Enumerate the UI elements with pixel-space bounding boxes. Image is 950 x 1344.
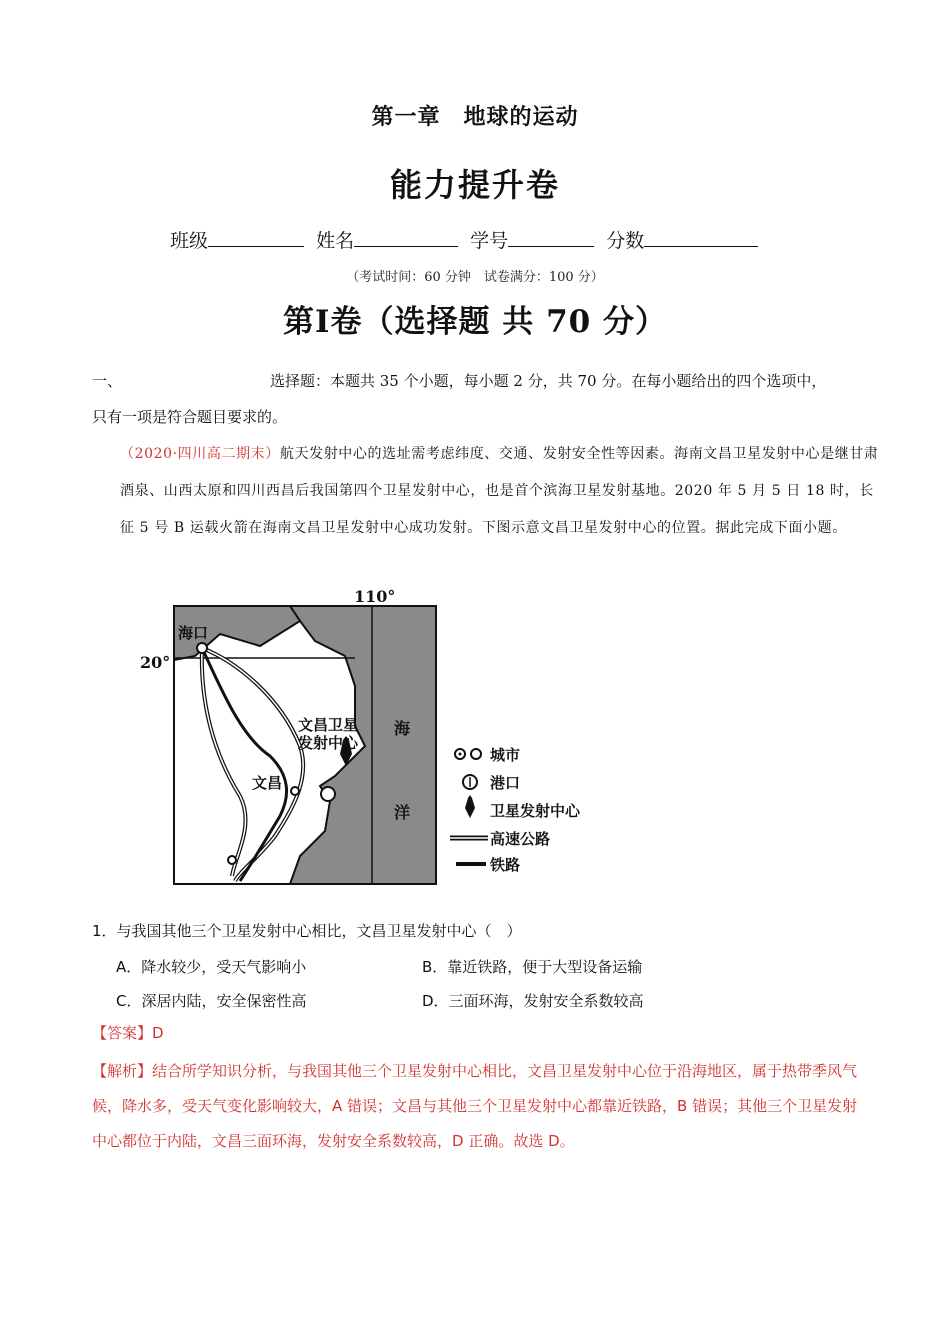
haikou-label: 海口 <box>178 624 209 642</box>
launch-center-icon <box>465 795 475 818</box>
haikou-city-marker <box>197 643 207 653</box>
class-blank[interactable] <box>208 228 304 247</box>
score-blank[interactable] <box>644 228 758 247</box>
section-instruction-line2: 只有一项是符合题目要求的。 <box>92 408 288 426</box>
center-label-2: 发射中心 <box>298 734 359 752</box>
name-label: 姓名 <box>316 230 355 252</box>
legend-railway-label: 铁路 <box>490 856 521 874</box>
option-a[interactable]: A．降水较少，受天气影响小 <box>116 958 307 976</box>
question-1-stem: 1．与我国其他三个卫星发射中心相比，文昌卫星发射中心（ ） <box>92 922 522 940</box>
exam-time: （考试时间：60 分钟 试卷满分：100 分） <box>346 270 604 285</box>
analysis: 【解析】结合所学知识分析，与我国其他三个卫星发射中心相比，文昌卫星发射中心位于沿海地区，属于热带季风气候，降水多，受天气变化影响较大，A 错误；文昌与其他三个卫星发射中心都靠近铁路，B 错误；其他三个卫星发射中心都位于内陆，文昌三面环海，发射安全系数较高，D 正确。故选 D。 <box>92 1062 858 1150</box>
chapter-title: 第一章 地球的运动 <box>371 105 579 130</box>
section-heading <box>92 370 874 391</box>
lat-label: 20° <box>140 653 171 672</box>
option-b[interactable]: B．靠近铁路，便于大型设备运输 <box>422 958 643 976</box>
name-blank[interactable] <box>354 228 458 247</box>
wenchang-city-marker <box>291 787 299 795</box>
center-label-1: 文昌卫星 <box>298 716 359 734</box>
score-label: 分数 <box>606 230 645 252</box>
map-legend <box>450 746 581 874</box>
sea-label-2: 洋 <box>394 803 411 822</box>
wenchang-label: 文昌 <box>252 774 283 792</box>
section-instruction: 选择题：本题共 35 个小题，每小题 2 分，共 70 分。在每小题给出的四个选项中， <box>270 372 827 390</box>
legend-city-label: 城市 <box>490 746 521 764</box>
sea-label-1: 海 <box>394 719 411 738</box>
legend-launch-label: 卫星发射中心 <box>490 802 581 820</box>
material-paragraph <box>120 436 880 547</box>
answer: 【答案】D <box>92 1024 164 1042</box>
city-marker <box>228 856 236 864</box>
part-title: 第I卷（选择题 共 70 分） <box>282 304 668 340</box>
student-id-label: 学号 <box>470 230 509 252</box>
student-id-blank[interactable] <box>508 228 594 247</box>
material-text: 航天发射中心的选址需考虑纬度、交通、发射安全性等因素。海南文昌卫星发射中心是继甘肃酒泉、山西太原和四川西昌后我国第四个卫星发射中心，也是首个滨海卫星发射基地。2020 年 5 月 5 日 18 时，长征 5 号 B 运载火箭在海南文昌卫星发射中心成功发射。下图示意文昌卫星发射中心的位置。据此完成下面小题。 <box>120 446 879 536</box>
option-c[interactable]: C．深居内陆，安全保密性高 <box>116 992 307 1010</box>
legend-port-label: 港口 <box>490 774 521 792</box>
class-label: 班级 <box>170 230 209 252</box>
location-map <box>140 586 600 892</box>
student-info-row <box>170 226 764 253</box>
paper-title: 能力提升卷 <box>389 166 560 204</box>
lon-label: 110° <box>354 587 396 606</box>
legend-highway-label: 高速公路 <box>490 830 551 848</box>
section-number: 一、 <box>92 372 123 390</box>
map-svg <box>140 586 600 892</box>
port-marker <box>321 787 335 801</box>
option-d[interactable]: D．三面环海，发射安全系数较高 <box>422 992 644 1010</box>
material-source: （2020·四川高二期末） <box>120 446 280 462</box>
